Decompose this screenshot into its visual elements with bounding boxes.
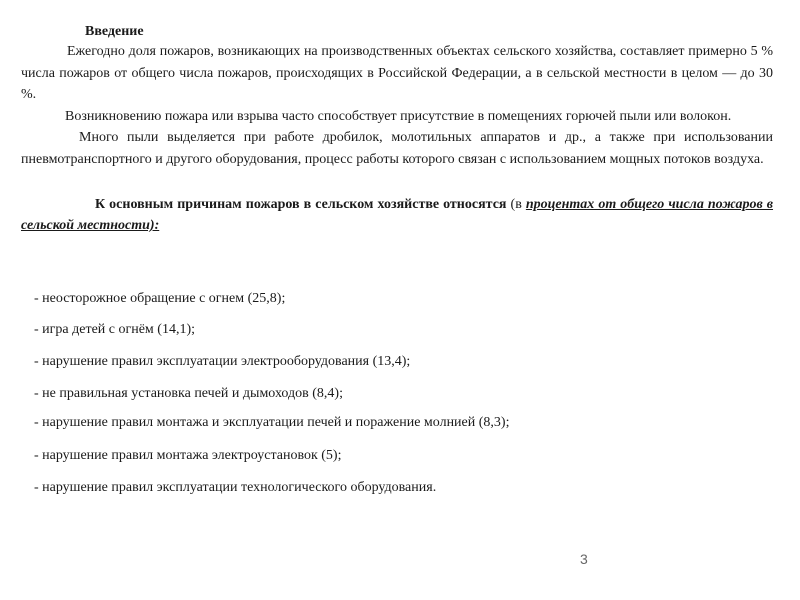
list-item: - нарушение правил монтажа и эксплуатации печей и поражение молнией (8,3); [34,415,510,430]
intro-paragraph-1: Ежегодно доля пожаров, возникающих на производственных объектах сельского хозяйства, составляет примерно 5 % числа пожаров от общего числа пожаров, происходящих в Российской Федерации, а в сельской местности в целом — до 30 %. [21,44,773,102]
causes-intro-bold: К основным причинам пожаров в сельском хозяйстве относятся [95,197,507,212]
list-item: - игра детей с огнём (14,1); [34,322,196,337]
intro-paragraph-3: Много пыли выделяется при работе дробилок, молотильных аппаратов и др., а также при использовании пневмотранспортного и другого оборудования, процесс работы которого связан с использованием мощных потоков воздуха. [21,130,773,167]
list-item: - нарушение правил монтажа электроустановок (5); [34,448,342,463]
page-number: 3 [580,551,588,567]
causes-intro-paren: (в [506,197,526,212]
causes-intro-italic: процентах от общего числа пожаров в сельской местности): [21,197,774,233]
intro-paragraph-2: Возникновению пожара или взрыва часто способствует присутствие в помещениях горючей пыли или волокон. [65,108,732,124]
list-item: - неосторожное обращение с огнем (25,8); [34,291,286,306]
list-item: - не правильная установка печей и дымоходов (8,4); [34,386,343,401]
slide-content [21,22,773,250]
causes-intro [21,194,773,236]
section-heading: Введение [85,24,144,39]
list-item: - нарушение правил эксплуатации электрооборудования (13,4); [34,354,411,369]
list-item: - нарушение правил эксплуатации технологического оборудования. [34,480,437,495]
